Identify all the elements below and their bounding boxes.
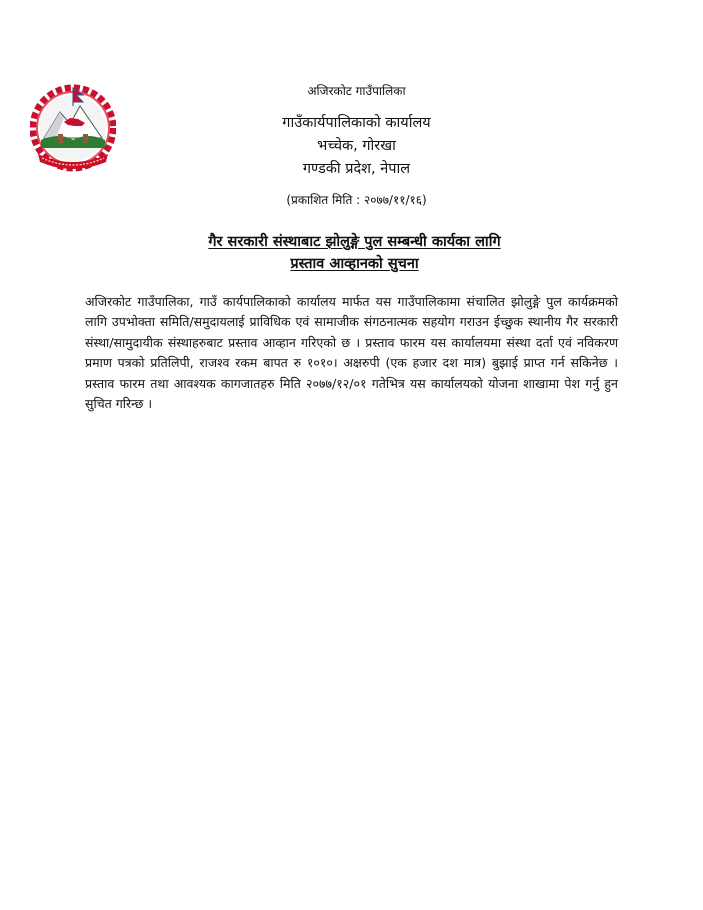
org-name: अजिरकोट गाउँपालिका [307,84,406,98]
address-line-1: भच्चेक, गोरखा [317,138,396,154]
address-line-2: गण्डकी प्रदेश, नेपाल [302,161,411,177]
published-date: (प्रकाशित मिति : २०७७/११/१६) [286,193,427,207]
notice-title-line-1: गैर सरकारी संस्थाबाट झोलुङ्गे पुल सम्बन्धी कार्यका लागि [208,234,501,250]
notice-body: अजिरकोट गाउँपालिका, गाउँ कार्यपालिकाको कार्यालय मार्फत यस गाउँपालिकामा संचालित झोलुङ्गे पुल कार्यक्रमको लागि उपभोक्ता समिति/समुदायलाई प्राविधिक एवं सामाजीक संगठनात्मक सहयोग गराउन ईच्छुक स्थानीय गैर सरकारी संस्था/सामुदायीक संस्थाहरुबाट प्रस्ताव आव्हान गरिएको छ । प्रस्ताव फारम यस कार्यालयमा संस्था दर्ता एवं नविकरण प्रमाण पत्रको प्रतिलिपी, राजश्व रकम बापत रु १०१०। अक्षरुपी (एक हजार दश मात्र) बुझाई प्राप्त गर्न सकिनेछ । प्रस्ताव फारम तथा आवश्यक कागजातहरु मिति २०७७/१२/०१ गतेभित्र यस कार्यालयको योजना शाखामा पेश गर्नु हुन सुचित गरिन्छ । [85,294,618,412]
office-name: गाउँकार्यपालिकाको कार्यालय [282,115,431,131]
office-address-block [0,112,703,181]
notice-title-line-2: प्रस्ताव आव्हानको सुचना [290,256,419,272]
notice-title [0,231,703,275]
